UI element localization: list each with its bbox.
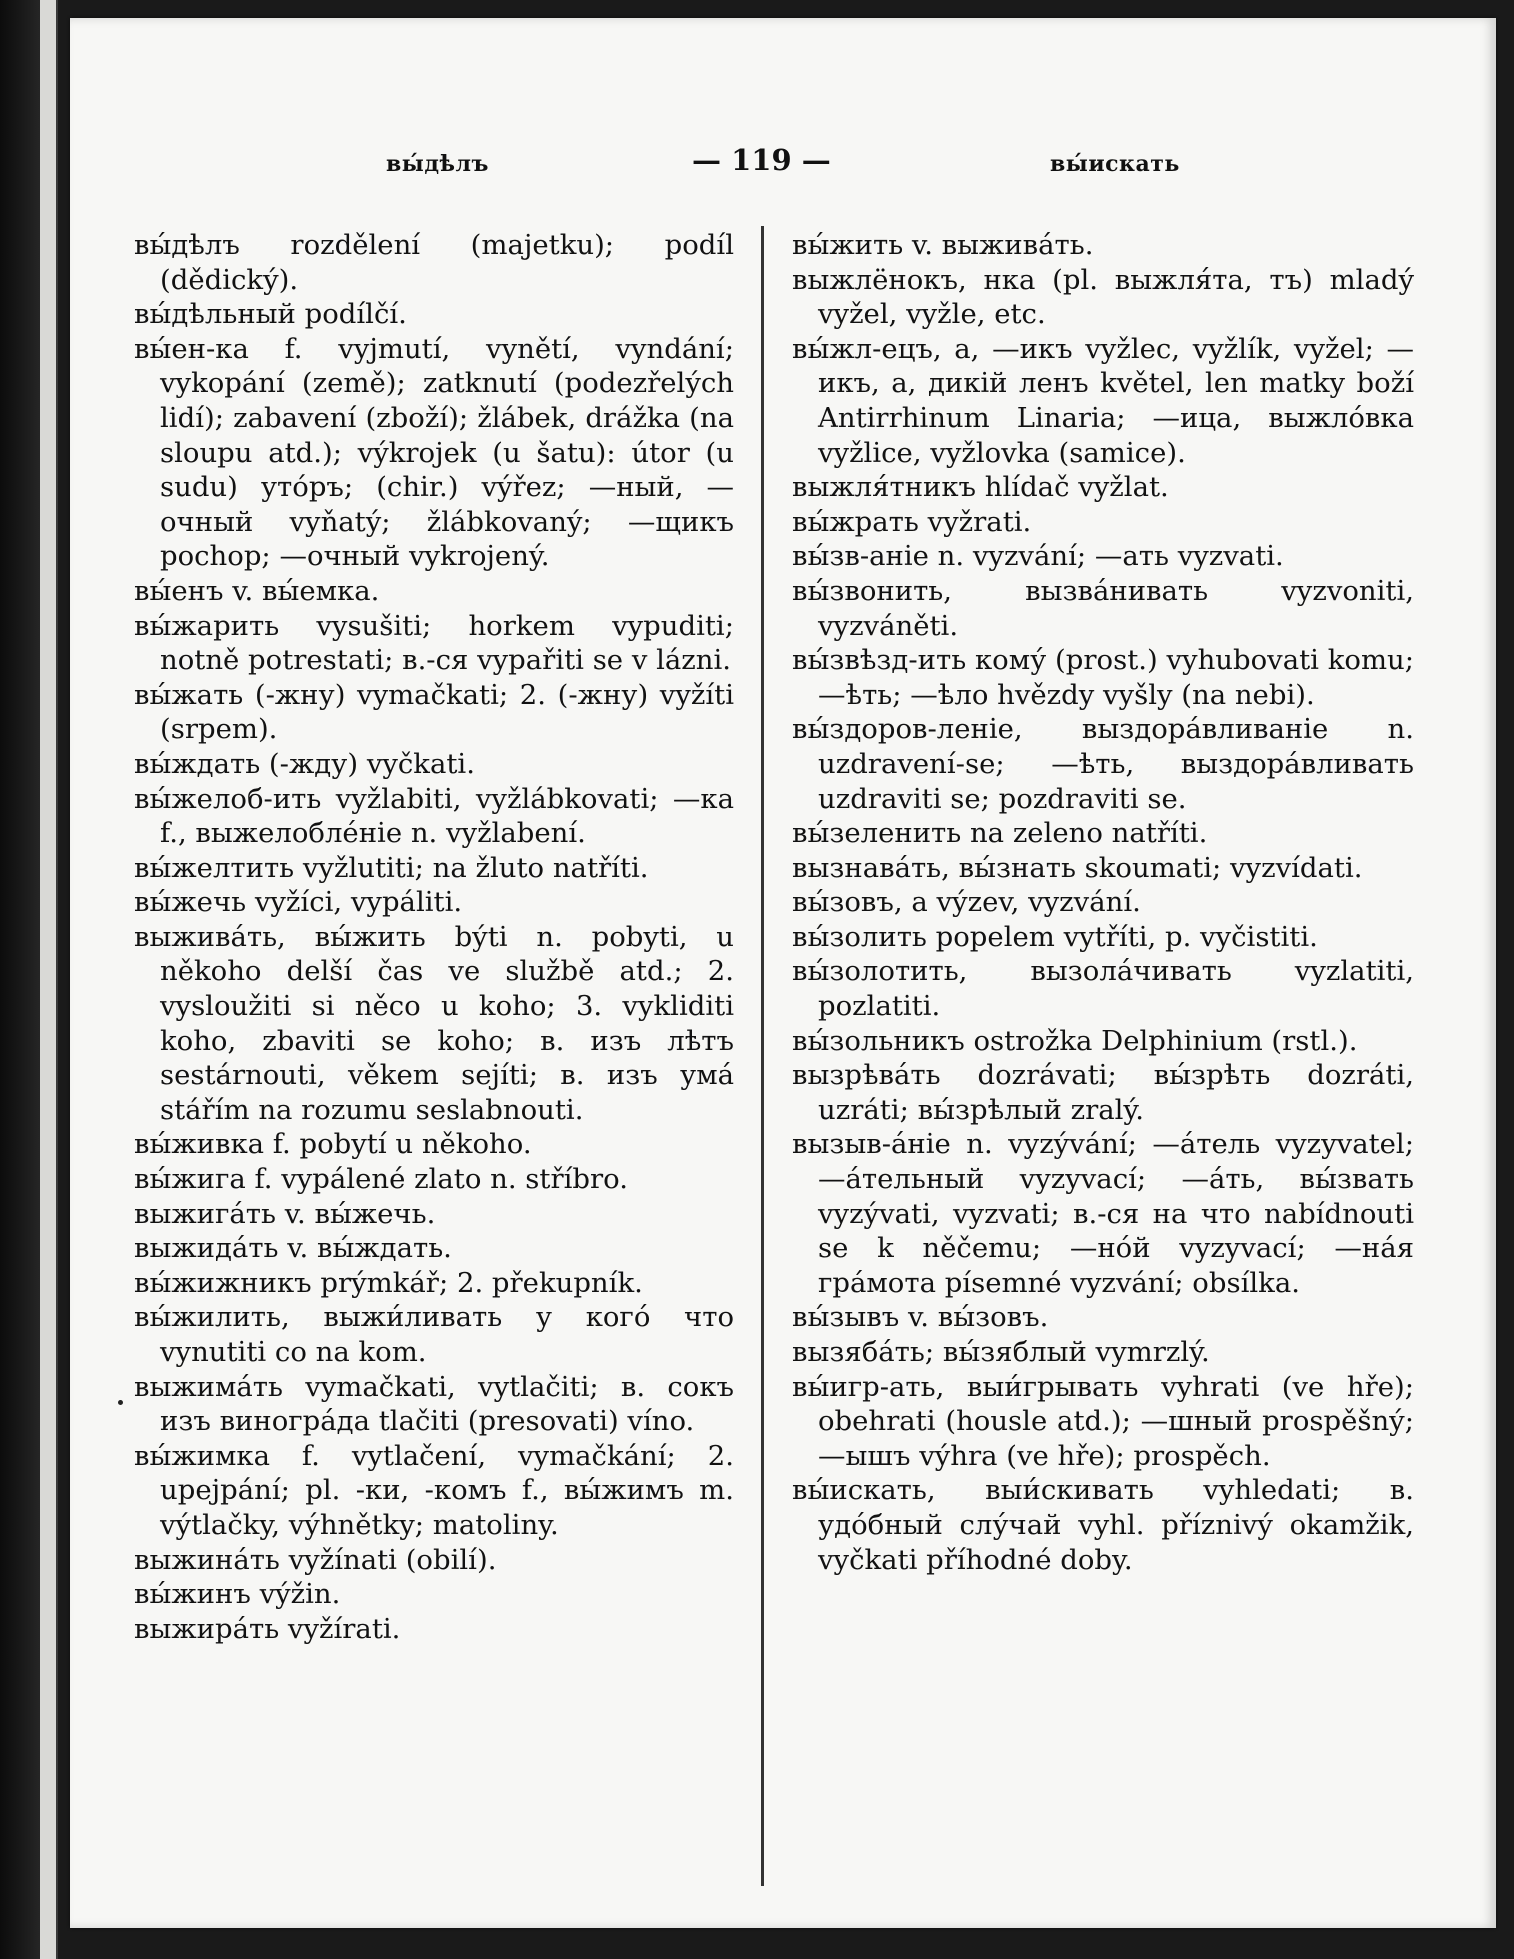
dictionary-entry: выжива́ть, вы́жить býti n. pobyti, u někoho delší čas ve službě atd.; 2. vysloužiti si něco u koho; 3. vykliditi koho, zbaviti se koho; в. изъ лѣтъ sestárnouti, věkem sejíti; в. изъ ума́ stářím na rozumu seslabnouti.: [134, 920, 734, 1126]
dictionary-entry: вы́жилить, выжи́ливать у кого́ что vynutiti co na kom.: [134, 1301, 734, 1368]
dictionary-entry: выжига́ть v. вы́жечь.: [134, 1197, 436, 1230]
dictionary-entry: вы́зовъ, а výzev, vyzvání.: [792, 886, 1141, 919]
dictionary-entry: вы́дѣлъ rozdělení (majetku); podíl (dědický).: [134, 229, 734, 296]
dictionary-entry: вы́зывъ v. вы́зовъ.: [792, 1301, 1049, 1334]
dictionary-entry: вы́звѣзд-ить кому́ (prost.) vyhubovati komu; —ѣть; —ѣло hvězdy vyšly (na nebi).: [792, 644, 1414, 711]
dictionary-entry: вы́жрать vyžrati.: [792, 505, 1032, 538]
dictionary-entry: выжима́ть vymačkati, vytlačiti; в. сокъ изъ виногра́да tlačiti (presovati) víno.: [134, 1370, 734, 1438]
dictionary-entry: выжида́ть v. вы́ждать.: [134, 1232, 452, 1265]
dictionary-entry: вы́искать, выи́скивать vyhledati; в. удо́бный слу́чай vyhl. příznivý okamžik, vyčkati příhodné doby.: [792, 1474, 1414, 1576]
dictionary-entry: вы́зв-аніе n. vyzvání; —ать vyzvati.: [792, 540, 1284, 573]
running-head: [70, 143, 1496, 183]
dictionary-entry: вы́жига f. vypálené zlato n. stříbro.: [134, 1163, 628, 1196]
page-number: — 119 —: [692, 143, 831, 177]
dictionary-entry: вы́жижникъ prýmkář; 2. překupník.: [134, 1266, 643, 1299]
dictionary-entry: вы́жечь vyžíci, vypáliti.: [134, 886, 463, 919]
dictionary-entry: вы́золить popelem vytříti, p. vyčistiti.: [792, 920, 1318, 953]
dictionary-entry: вы́зеленить na zeleno natříti.: [792, 817, 1208, 850]
dictionary-entry: вы́жинъ výžin.: [134, 1578, 341, 1611]
dictionary-entry: вы́жать (-жну) vymačkati; 2. (-жну) vyžíti (srpem).: [134, 678, 734, 746]
dictionary-entry: вы́звонить, вызва́нивать vyzvoniti, vyzváněti.: [792, 574, 1414, 642]
dictionary-entry: вызыв-а́ніе n. vyzývání; —а́тель vyzyvatel; —а́тельный vyzyvací; —а́ть, вы́звать vyzývati, vyzvati; в.-ся на что nabídnouti se k něčemu; —но́й vyzyvací; —на́я гра́мота písemné vyzvání; obsílka.: [792, 1128, 1414, 1299]
dictionary-entry: вызрѣва́ть dozrávati; вы́зрѣть dozráti, uzráti; вы́зрѣлый zralý.: [792, 1059, 1414, 1126]
dictionary-entry: вы́енъ v. вы́емка.: [134, 574, 380, 607]
dictionary-entry: вызнава́ть, вы́знать skoumati; vyzvídati.: [792, 851, 1363, 884]
dictionary-entry: вызяба́ть; вы́зяблый vymrzlý.: [792, 1336, 1210, 1368]
ink-speck: [118, 1400, 123, 1405]
dictionary-entry: выжира́ть vyžírati.: [134, 1612, 401, 1645]
dictionary-entry: вы́игр-ать, выи́грывать vyhrati (ve hře); obehrati (housle atd.); —шный prospěšný; —ышъ výhra (ve hře); prospěch.: [792, 1370, 1414, 1472]
dictionary-entry: вы́жимка f. vytlačení, vymačkání; 2. upejpání; pl. -ки, -комъ f., вы́жимъ m. výtlačky, výhnětky; matoliny.: [134, 1439, 734, 1541]
dictionary-entry: вы́ждать (-жду) vyčkati.: [134, 747, 475, 780]
left-column: [134, 228, 734, 1646]
right-guide-word: вы́искать: [1050, 151, 1180, 177]
left-guide-word: вы́дѣлъ: [386, 151, 489, 177]
column-divider: [761, 226, 764, 1886]
dictionary-entry: вы́дѣльный podílčí.: [134, 298, 407, 331]
dictionary-entry: выжина́ть vyžínati (obilí).: [134, 1543, 497, 1576]
dictionary-entry: вы́золотить, вызола́чивать vyzlatiti, pozlatiti.: [792, 955, 1414, 1023]
dictionary-entry: выжлёнокъ, нка (pl. выжля́та, тъ) mladý vyžel, vyžle, etc.: [792, 263, 1414, 331]
dictionary-entry: вы́ен-ка f. vyjmutí, vynětí, vyndání; vykopání (země); zatknutí (podezřelých lidí); zabavení (zboží); žlábek, drážka (na sloupu atd.); výkrojek (u šatu): útor (u sudu) утóръ; (chir.) výřez; —ный, —очный vyňatý; žlábkovaný; —щикъ pochop; —очный vykrojený.: [134, 332, 734, 573]
dictionary-page: [70, 18, 1496, 1928]
dictionary-entry: вы́жарить vysušiti; horkem vypuditi; notně potrestati; в.-ся vypařiti se v lázni.: [134, 609, 734, 677]
dictionary-entry: вы́жить v. выжива́ть.: [792, 229, 1094, 261]
dictionary-entry: вы́живка f. pobytí u někoho.: [134, 1128, 532, 1161]
dictionary-entry: вы́жл-ецъ, а, —икъ vyžlec, vyžlík, vyžel; —икъ, а, дикій ленъ květel, len matky boží Antirrhinum Linaria; —ица, выжло́вка vyžlice, vyžlovka (samice).: [792, 332, 1414, 469]
dictionary-entry: выжля́тникъ hlídač vyžlat.: [792, 471, 1169, 504]
dictionary-entry: вы́зольникъ ostrožka Delphinium (rstl.).: [792, 1024, 1358, 1057]
dictionary-entry: вы́желоб-ить vyžlabiti, vyžlábkovati; —ка f., выжелобле́ніе n. vyžlabení.: [134, 782, 734, 850]
dictionary-entry: вы́здоров-леніе, выздора́вливаніе n. uzdravení-se; —ѣть, выздора́вливать uzdraviti se; pozdraviti se.: [792, 713, 1414, 815]
dictionary-entry: вы́желтить vyžlutiti; na žluto natříti.: [134, 851, 649, 884]
right-column: [792, 228, 1414, 1577]
previous-page-edge: [40, 0, 56, 1959]
